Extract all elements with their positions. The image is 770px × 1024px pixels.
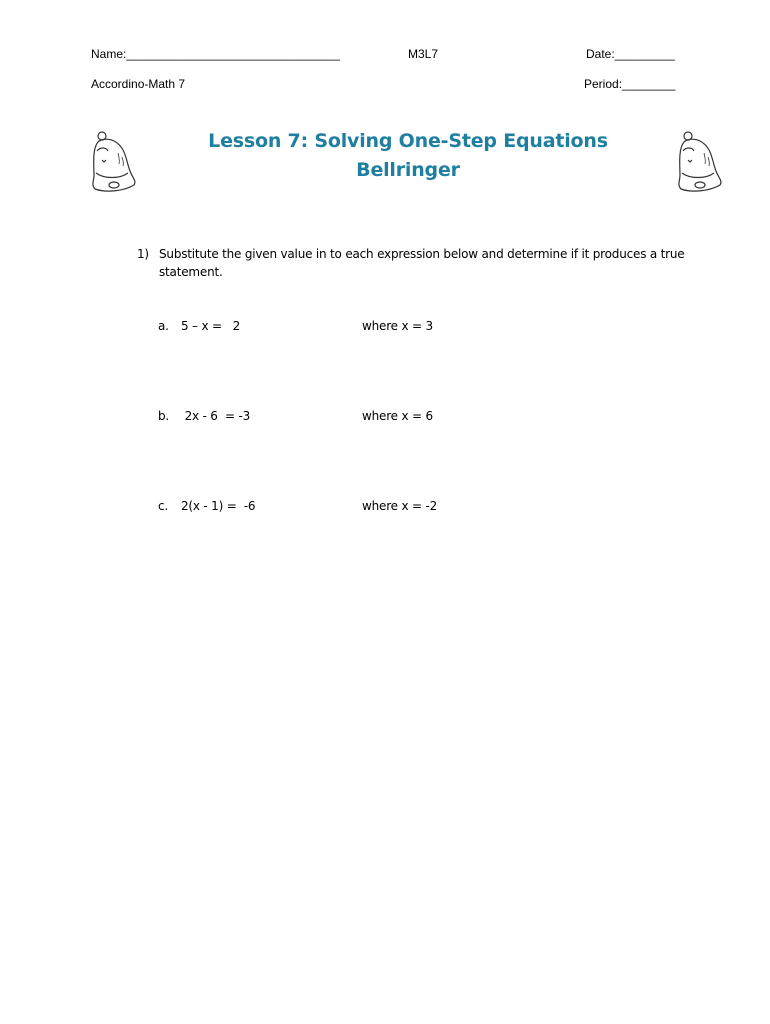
item-expression: 5 – x = 2 — [181, 319, 241, 333]
course-name: Accordino-Math 7 — [91, 77, 186, 91]
item-letter: b. — [158, 409, 170, 423]
question-text-continued: statement. — [159, 265, 223, 279]
period-field-label: Period:________ — [584, 77, 676, 91]
question-number: 1) — [137, 247, 149, 261]
item-letter: a. — [158, 319, 169, 333]
name-field-label: Name:________________________________ — [91, 47, 340, 61]
item-condition: where x = -2 — [362, 499, 438, 513]
item-expression: 2(x - 1) = -6 — [181, 499, 256, 513]
lesson-subtitle: Bellringer — [356, 159, 460, 181]
question-text: Substitute the given value in to each expression below and determine if it produces a true — [159, 247, 685, 261]
item-expression: 2x - 6 = -3 — [181, 409, 251, 423]
item-letter: c. — [158, 499, 169, 513]
date-field-label: Date:_________ — [586, 47, 675, 61]
item-condition: where x = 6 — [362, 409, 433, 423]
item-condition: where x = 3 — [362, 319, 433, 333]
lesson-code: M3L7 — [408, 47, 439, 61]
lesson-title: Lesson 7: Solving One-Step Equations — [208, 130, 608, 152]
